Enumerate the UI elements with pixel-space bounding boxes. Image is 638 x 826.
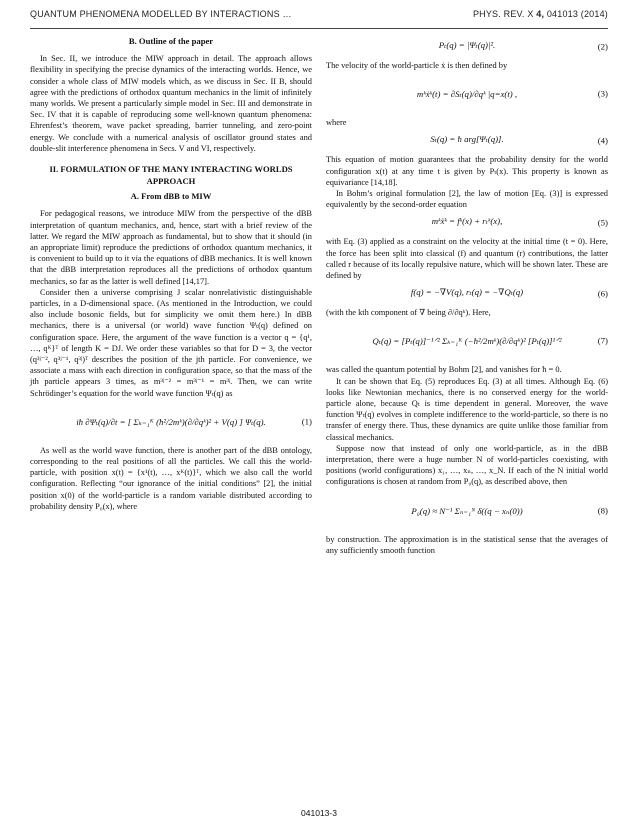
equation-4-body: Sₜ(q) = ħ arg[Ψₜ(q)].	[430, 134, 504, 145]
paragraph-bohm-formulation: In Bohm’s original formulation [2], the law of motion [Eq. (3)] is expressed equivalently by the second-order equation	[326, 189, 608, 210]
paragraph-where: where	[326, 118, 347, 128]
equation-5-number: (5)	[597, 217, 608, 228]
equation-5-body: mᵏẍᵏ = fᵏ(x) + rₜᵏ(x),	[431, 216, 503, 227]
equation-2-number: (2)	[597, 41, 608, 52]
equation-1-body: iħ ∂Ψₜ(q)/∂t = [ Σₖ₌₁ᴷ (ħ²/2mᵏ)(∂/∂qᵏ)² + V(q) ] Ψₜ(q).	[76, 416, 266, 427]
left-column	[30, 34, 312, 512]
paragraph-velocity: The velocity of the world-particle ẋ is then defined by	[326, 61, 508, 70]
equation-6	[326, 287, 608, 301]
subsection-heading-dbb-to-miw: A. From dBB to MIW	[130, 191, 212, 202]
equation-3-body: mᵏẋᵏ(t) = ∂Sₜ(q)/∂qᵏ |q=x(t) ,	[416, 89, 518, 100]
header-title: QUANTUM PHENOMENA MODELLED BY INTERACTIONS …	[30, 9, 292, 19]
equation-4	[326, 134, 608, 148]
equation-3	[326, 77, 608, 111]
equation-8-number: (8)	[597, 505, 608, 516]
paragraph-outline: In Sec. II, we introduce the MIW approach in detail. The approach allows flexibility in specifying the precise dynamics of the interacting worlds. Hence, we consider a whole class of MIW models which, as we discuss in Sec. II B, should agree with the predictions of orthodox quantum mechanics in the limit of infinitely many worlds. We present a particularly simple model in Sec. III and demonstrate in Sec. IV that it is capable of reproducing some well-known quantum phenomena: Ehrenfest’s theorem, wave packet spreading, barrier tunneling, and zero-point energy. We conclude with a numerical analysis of oscillator ground states and double-slit interference phenomena in Secs. V and VI, respectively.	[30, 54, 312, 153]
header-journal: PHYS. REV. X	[472, 9, 534, 19]
equation-5	[326, 216, 608, 230]
paragraph-newtonian: It can be shown that Eq. (5) reproduces Eq. (3) at all times. Although Eq. (6) looks like Newtonian mechanics, there is no conserved energy for the world-particle alone, because Qₜ is time dependent in general. Moreover, the wave function Ψₜ(q) evolves in complete indifference to the world-particle, so there is no transfer of energy there. Thus, these dynamics are quite unlike those familiar from classical mechanics.	[326, 376, 608, 442]
equation-6-body: f(q) = −∇V(q), rₜ(q) = −∇Qₜ(q)	[410, 287, 524, 298]
paragraph-equivariance: This equation of motion guarantees that the probability density for the world configuration x(t) at any time t is given by Pₜ(x). This property is known as equivariance [14,18].	[326, 155, 608, 187]
equation-3-number: (3)	[597, 88, 608, 99]
paragraph-many-worlds: Suppose now that instead of only one world-particle, as in the dBB interpretation, there were a huge number N of world-particles coexisting, with positions (world configurations) x₁, …, xₙ, …, x_N. If each of the N initial world configurations is chosen at random from P₀(q), as described above, then	[326, 443, 608, 487]
equation-6-number: (6)	[597, 288, 608, 299]
equation-7-number: (7)	[597, 335, 608, 346]
header-article: 041013 (2014)	[546, 9, 608, 19]
paragraph-quantum-potential: was called the quantum potential by Bohm [2], and vanishes for ħ = 0.	[326, 365, 562, 375]
right-column	[326, 34, 608, 556]
header-rule	[30, 28, 608, 29]
equation-1	[30, 405, 312, 439]
paragraph-gradient-note: (with the kth component of ∇ being ∂/∂qᵏ). Here,	[326, 308, 491, 318]
equation-2	[326, 40, 608, 54]
equation-8	[326, 494, 608, 528]
paragraph-universe: Consider then a universe comprising J scalar nonrelativistic distinguishable particles, in a D-dimensional space. (As mentioned in the Introduction, we could also include bosonic fields, but for simplicity we omit them here.) In dBB mechanics, there is a universal (or world) wave function Ψₜ(q) defined on configuration space. Here, the argument of the wave function is a vector q = {q¹, …, qᴷ}ᵀ of length K = DJ. We order these variables so that for D = 3, the vector (q³ʲ⁻², q³ʲ⁻¹, q³ʲ)ᵀ describes the position of the jth particle. For convenience, we associate a mass with each direction in configuration space, so that the mass of the jth particle appears 3 times, as m³ʲ⁻² = m³ʲ⁻¹ = m³ʲ. Then, we can write Schrödinger’s equation for the world wave function Ψₜ(q) as	[30, 287, 312, 398]
equation-1-number: (1)	[301, 416, 312, 427]
equation-4-number: (4)	[597, 135, 608, 146]
page-number: 041013-3	[301, 808, 337, 818]
section-heading-formulation: II. FORMULATION OF THE MANY INTERACTING WORLDS APPROACH	[49, 164, 293, 186]
paragraph-construction: by construction. The approximation is in the statistical sense that the averages of any sufficiently smooth function	[326, 534, 608, 555]
paragraph-world-particle: As well as the world wave function, there is another part of the dBB ontology, corresponding to the real positions of all the particles. We call this the world-particle, with position x(t) = {x¹(t), …, xᴷ(t)}ᵀ, which we also call the world configuration. Reflecting “our ignorance of the initial conditions” [2], the initial position x(0) of the world-particle is a random variable distributed according to probability density P₀(x), where	[30, 445, 312, 511]
equation-7	[326, 324, 608, 358]
equation-8-body: P₀(q) ≈ N⁻¹ Σₙ₌₁ᴺ δ((q − xₙ(0))	[411, 505, 523, 516]
subsection-heading-outline: B. Outline of the paper	[128, 36, 214, 46]
equation-2-body: Pₜ(q) = |Ψₜ(q)|².	[438, 40, 496, 50]
running-header	[30, 6, 608, 26]
paragraph-pedagogical: For pedagogical reasons, we introduce MIW from the perspective of the dBB interpretation of quantum mechanics, and, hence, start with a brief review of the latter. We regard the MIW approach as fundamental, but to show that it should (in an appropriate limit) reproduce the predictions of orthodox quantum mechanics, it is convenient to build up to it via the equations of dBB mechanics. It is well known that the dBB interpretation reproduces all the predictions of orthodox quantum mechanics, so far as the latter is well defined [14,17].	[30, 209, 312, 286]
header-volume: 4,	[536, 9, 545, 19]
equation-7-body: Qₜ(q) = [Pₜ(q)]⁻¹ᐟ² Σₖ₌₁ᴷ (−ħ²/2mᵏ)(∂/∂qᵏ)² [Pₜ(q)]¹ᐟ²	[372, 336, 562, 347]
paragraph-forces: with Eq. (3) applied as a constraint on the velocity at the initial time (t = 0). Here, the force has been split into classical (f) and quantum (r) contributions, the latter called r because of its locally repulsive nature, which will be shown later. These are defined by	[326, 237, 608, 281]
header-citation	[473, 9, 608, 19]
